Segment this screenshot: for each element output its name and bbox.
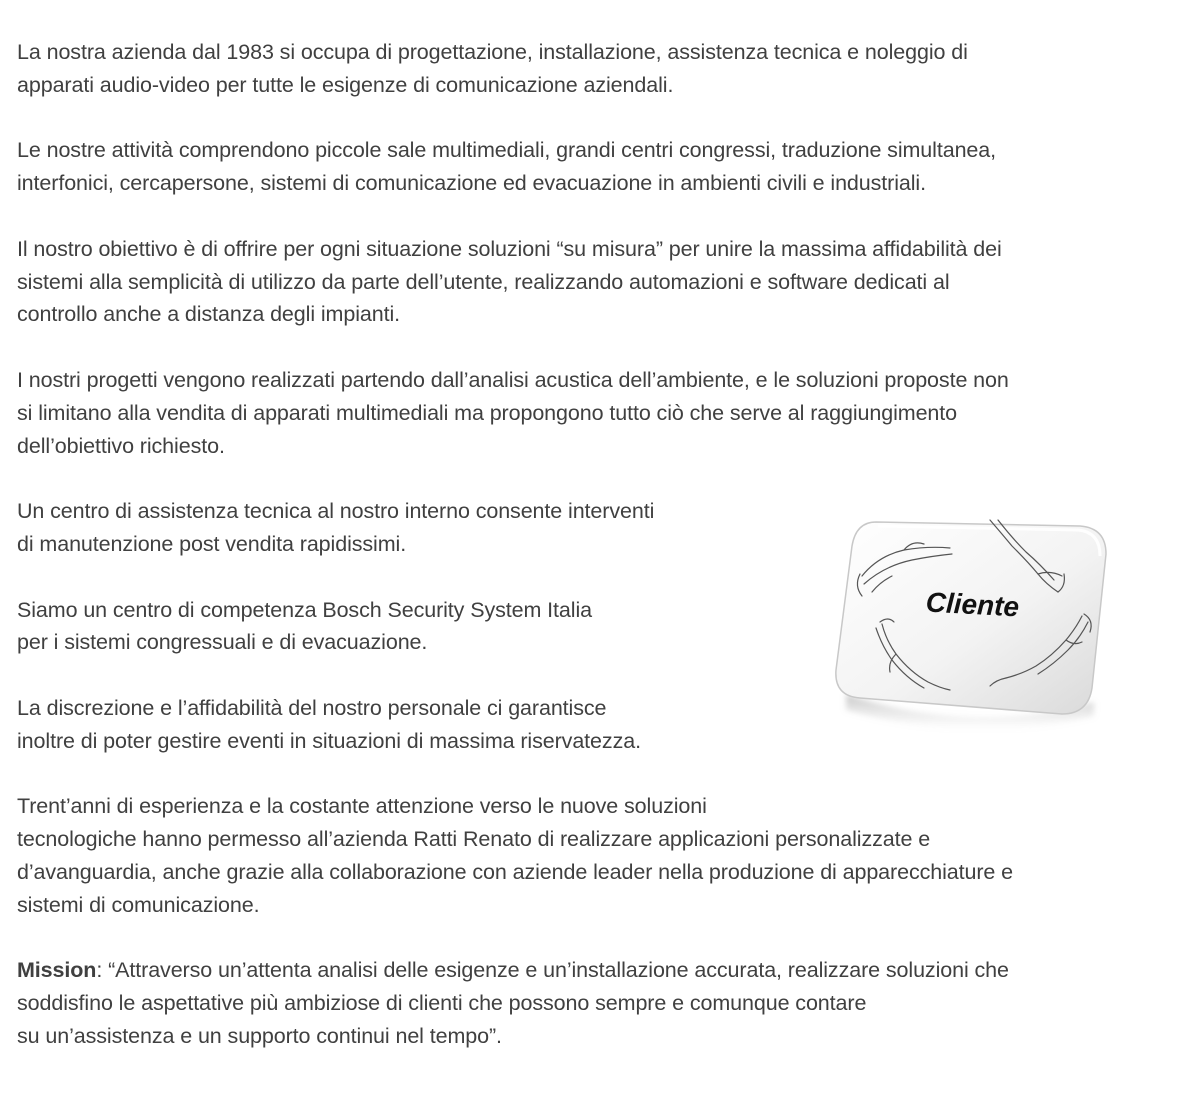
mission-label: Mission [17, 958, 97, 983]
mission-text: : “Attraverso un’attenta analisi delle esigenze e un’installazione accurata, realizzare soluzioni che [96, 958, 1009, 983]
paragraph-projects [17, 364, 1183, 462]
paragraph-activities [17, 134, 1183, 200]
text-line: I nostri progetti vengono realizzati partendo dall’analisi acustica dell’ambiente, e le soluzioni proposte non [17, 367, 1009, 392]
paragraph-experience [17, 790, 1183, 921]
text-line [17, 954, 1183, 987]
text-line: controllo anche a distanza degli impianti. [17, 302, 401, 327]
logo-text: Cliente [925, 586, 1020, 623]
text-line: d’avanguardia, anche grazie alla collaborazione con aziende leader nella produzione di apparecchiature e [17, 859, 1014, 884]
cliente-logo-graphic [832, 516, 1114, 738]
text-line: interfonici, cercapersone, sistemi di comunicazione ed evacuazione in ambienti civili e industriali. [17, 171, 926, 196]
text-line: inoltre di poter gestire eventi in situazioni di massima riservatezza. [17, 728, 641, 753]
text-line: per i sistemi congressuali e di evacuazione. [17, 630, 428, 655]
text-line: sistemi alla semplicità di utilizzo da parte dell’utente, realizzando automazioni e software dedicati al [17, 269, 950, 294]
cliente-logo [832, 516, 1114, 738]
paragraph-objective [17, 233, 1183, 331]
text-line: tecnologiche hanno permesso all’azienda Ratti Renato di realizzare applicazioni personalizzate e [17, 827, 931, 852]
text-line: apparati audio-video per tutte le esigenze di comunicazione aziendali. [17, 72, 674, 97]
paragraph-mission [17, 954, 1183, 1052]
text-line: si limitano alla vendita di apparati multimediali ma propongono tutto ciò che serve al raggiungimento [17, 400, 958, 425]
text-line: soddisfino le aspettative più ambiziose di clienti che possono sempre e comunque contare [17, 991, 867, 1016]
text-line: dell’obiettivo richiesto. [17, 433, 225, 458]
text-line: Siamo un centro di competenza Bosch Security System Italia [17, 597, 592, 622]
text-line: su un’assistenza e un supporto continui nel tempo”. [17, 1023, 502, 1048]
text-line: di manutenzione post vendita rapidissimi. [17, 531, 407, 556]
text-line: Un centro di assistenza tecnica al nostro interno consente interventi [17, 499, 655, 524]
paragraph-intro [17, 36, 1183, 102]
text-line: Il nostro obiettivo è di offrire per ogni situazione soluzioni “su misura” per unire la massima affidabilità dei [17, 236, 1002, 261]
text-line: Le nostre attività comprendono piccole sale multimediali, grandi centri congressi, traduzione simultanea, [17, 138, 997, 163]
text-line: La nostra azienda dal 1983 si occupa di progettazione, installazione, assistenza tecnica e noleggio di [17, 40, 968, 64]
text-line: sistemi di comunicazione. [17, 892, 260, 917]
text-line: La discrezione e l’affidabilità del nostro personale ci garantisce [17, 695, 607, 720]
text-line: Trent’anni di esperienza e la costante attenzione verso le nuove soluzioni [17, 794, 707, 819]
